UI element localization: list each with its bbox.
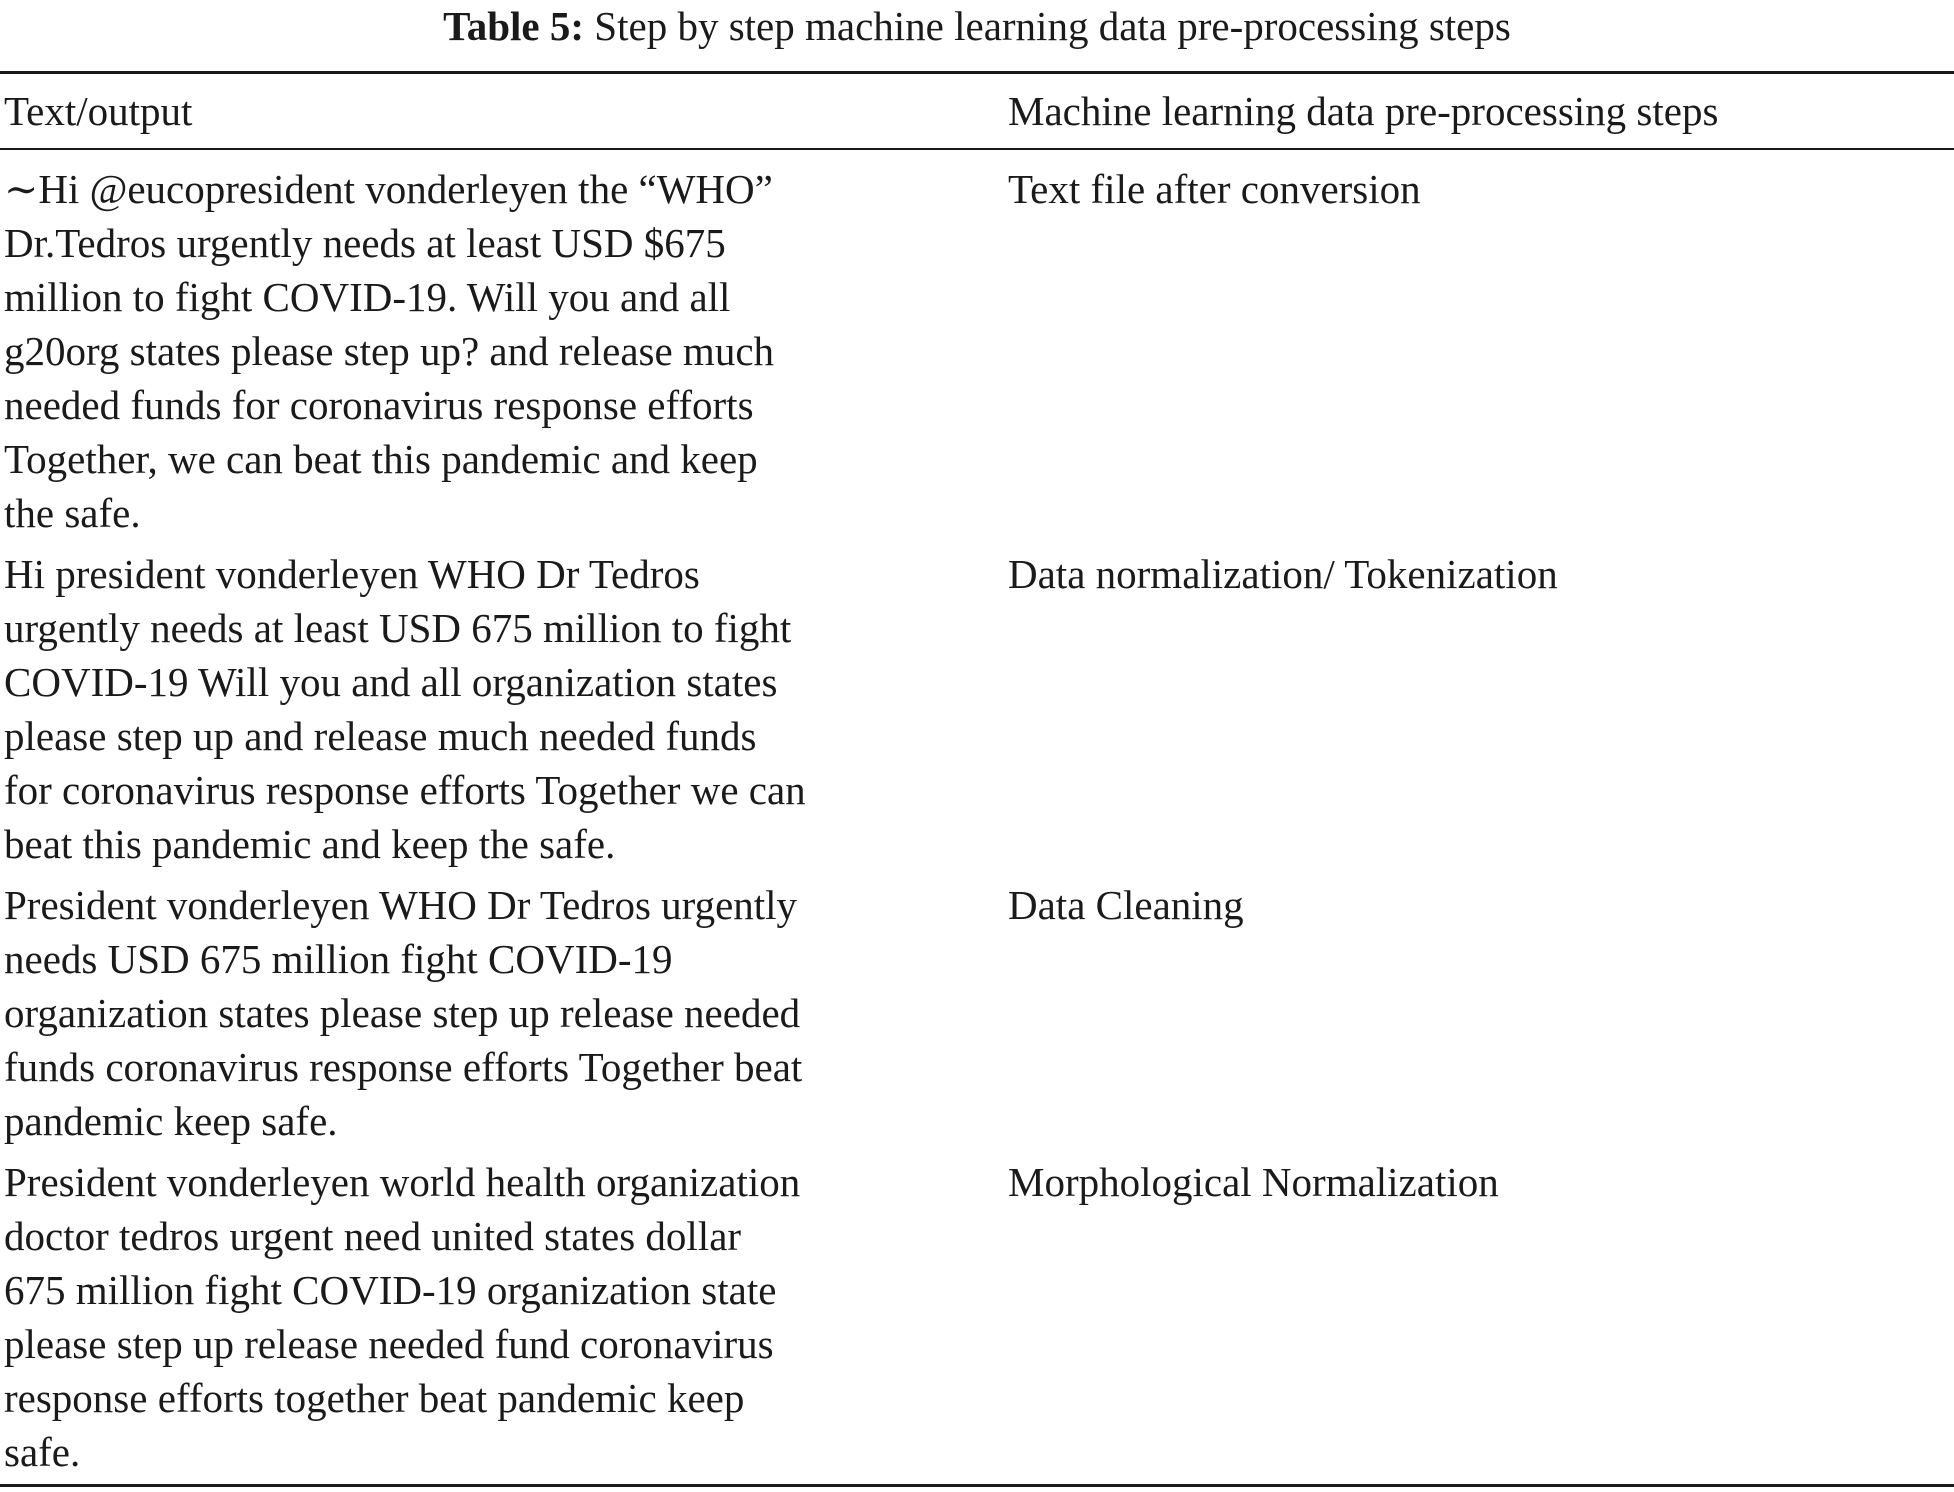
table-cell-preprocessing-step: Text file after conversion <box>1008 166 1421 212</box>
table-caption-label: Table 5: <box>443 3 585 49</box>
table-cell-text-output: Hi president vonderleyen WHO Dr Tedros urgently needs at least USD 675 million to fight COVID-19 Will you and all organization states please step up and release much needed funds for coronavirus response efforts Together we can beat this pandemic and keep the safe. <box>4 551 806 867</box>
table-cell-preprocessing-step: Data Cleaning <box>1008 882 1244 928</box>
table-cell-preprocessing-step: Data normalization/ Tokenization <box>1008 551 1558 597</box>
column-header-preprocessing-steps: Machine learning data pre-processing steps <box>1008 88 1719 134</box>
table-cell-text-output: ∼Hi @eucopresident vonderleyen the “WHO” Dr.Tedros urgently needs at least USD $675 million to fight COVID-19. Will you and all g20org states please step up? and release much needed funds for coronavirus response efforts Together, we can beat this pandemic and keep the safe. <box>4 166 775 536</box>
column-header-text-output: Text/output <box>4 88 193 134</box>
table-cell-text-output: President vonderleyen WHO Dr Tedros urgently needs USD 675 million fight COVID-19 organization states please step up release needed funds coronavirus response efforts Together beat pandemic keep safe. <box>4 882 803 1144</box>
table-top-rule <box>0 71 1954 74</box>
table-caption <box>0 0 1954 52</box>
table-header-rule <box>0 148 1954 150</box>
table-caption-text: Step by step machine learning data pre-processing steps <box>594 3 1511 49</box>
table-cell-text-output: President vonderleyen world health organization doctor tedros urgent need united states dollar 675 million fight COVID-19 organization state please step up release needed fund coronavirus response efforts together beat pandemic keep safe. <box>4 1159 801 1475</box>
table-bottom-rule <box>0 1484 1954 1487</box>
table-cell-preprocessing-step: Morphological Normalization <box>1008 1159 1499 1205</box>
